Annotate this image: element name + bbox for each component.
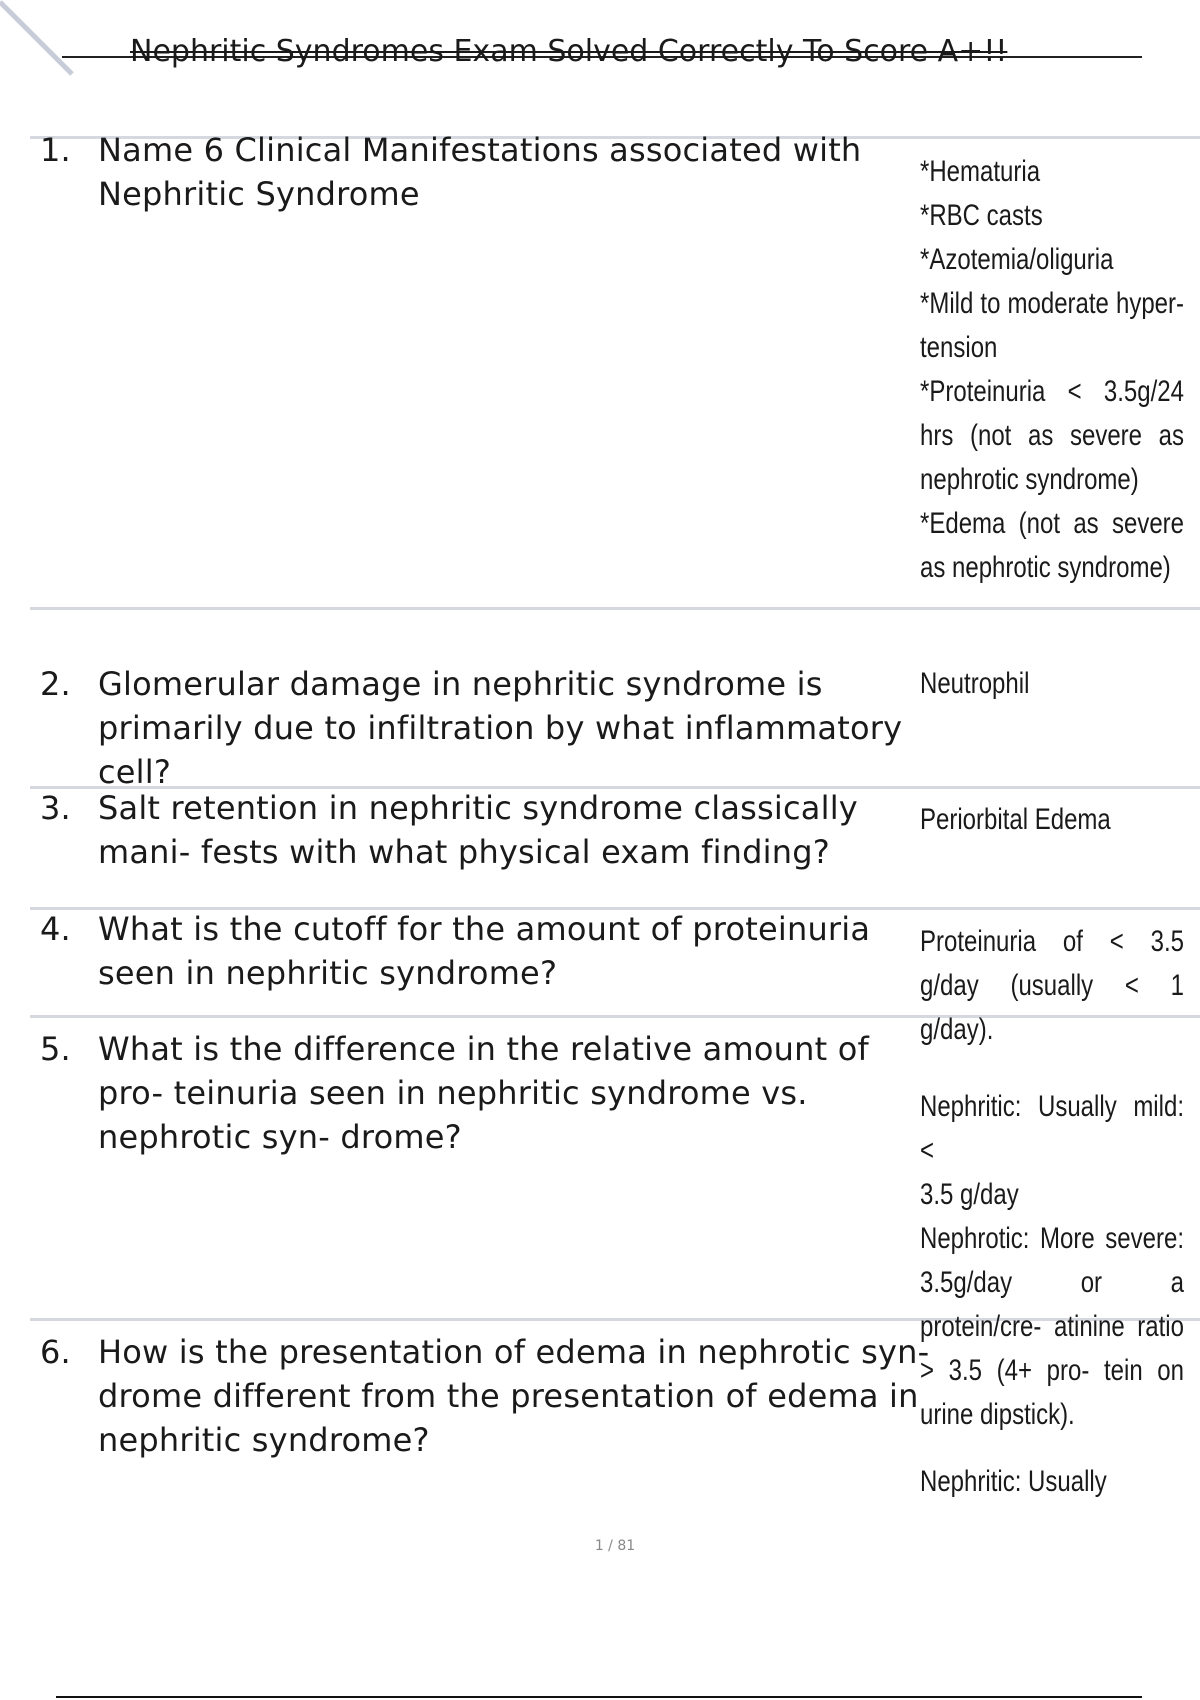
footer-rule: [56, 1696, 1142, 1698]
question-text: Salt retention in nephritic syndrome classically mani- fests with what physical exam finding?: [98, 789, 858, 871]
answer-line: *Azotemia/oliguria: [920, 243, 1114, 276]
answer-line: *Hematuria: [920, 155, 1041, 188]
answer-5: [920, 1085, 1184, 1437]
question-text: What is the cutoff for the amount of proteinuria seen in nephritic syndrome?: [98, 910, 871, 992]
question-number: 3.: [40, 789, 71, 827]
answer-line: Proteinuria of < 3.5 g/day (usually < 1 g/day).: [920, 925, 1184, 1046]
answer-line: Periorbital Edema: [920, 803, 1111, 836]
question-number: 1.: [40, 131, 71, 169]
question-text: Glomerular damage in nephritic syndrome is primarily due to infiltration by what inflammatory cell?: [98, 665, 903, 791]
answer-line: *Mild to moderate hyper- tension: [920, 287, 1184, 364]
question-number: 6.: [40, 1333, 71, 1371]
answer-line: Nephrotic: More severe: 3.5g/day or a protein/cre- atinine ratio > 3.5 (4+ pro- tein on urine dipstick).: [920, 1222, 1184, 1431]
answer-line: *Proteinuria < 3.5g/24 hrs (not as severe as nephrotic syndrome): [920, 375, 1184, 496]
answer-3: [920, 798, 1184, 842]
question-number: 4.: [40, 910, 71, 948]
answer-1: [920, 150, 1184, 590]
question-text: How is the presentation of edema in nephrotic syn- drome different from the presentation of edema in nephritic syndrome?: [98, 1333, 930, 1459]
question-text: Name 6 Clinical Manifestations associated with Nephritic Syndrome: [98, 131, 862, 213]
row-divider: [30, 607, 1200, 610]
answer-line: *RBC casts: [920, 199, 1043, 232]
answer-4: [920, 920, 1184, 1052]
answer-6: [920, 1460, 1184, 1504]
question-number: 5.: [40, 1030, 71, 1068]
question-number: 2.: [40, 665, 71, 703]
question-1: [40, 128, 900, 218]
page-title: Nephritic Syndromes Exam Solved Correctly To Score A+!!: [130, 34, 1008, 69]
answer-2: [920, 662, 1184, 706]
answer-line: Nephritic: Usually mild: <: [920, 1090, 1184, 1167]
answer-line: Nephritic: Usually: [920, 1465, 1107, 1498]
answer-line: *Edema (not as severe as nephrotic syndrome): [920, 507, 1184, 584]
answer-line: Neutrophil: [920, 667, 1030, 700]
corner-fold-mark: [0, 0, 80, 80]
answer-line: 3.5 g/day: [920, 1178, 1019, 1211]
question-text: What is the difference in the relative amount of pro- teinuria seen in nephritic syndrome vs. nephrotic syn- drome?: [98, 1030, 869, 1156]
page-number: 1 / 81: [594, 1538, 636, 1554]
